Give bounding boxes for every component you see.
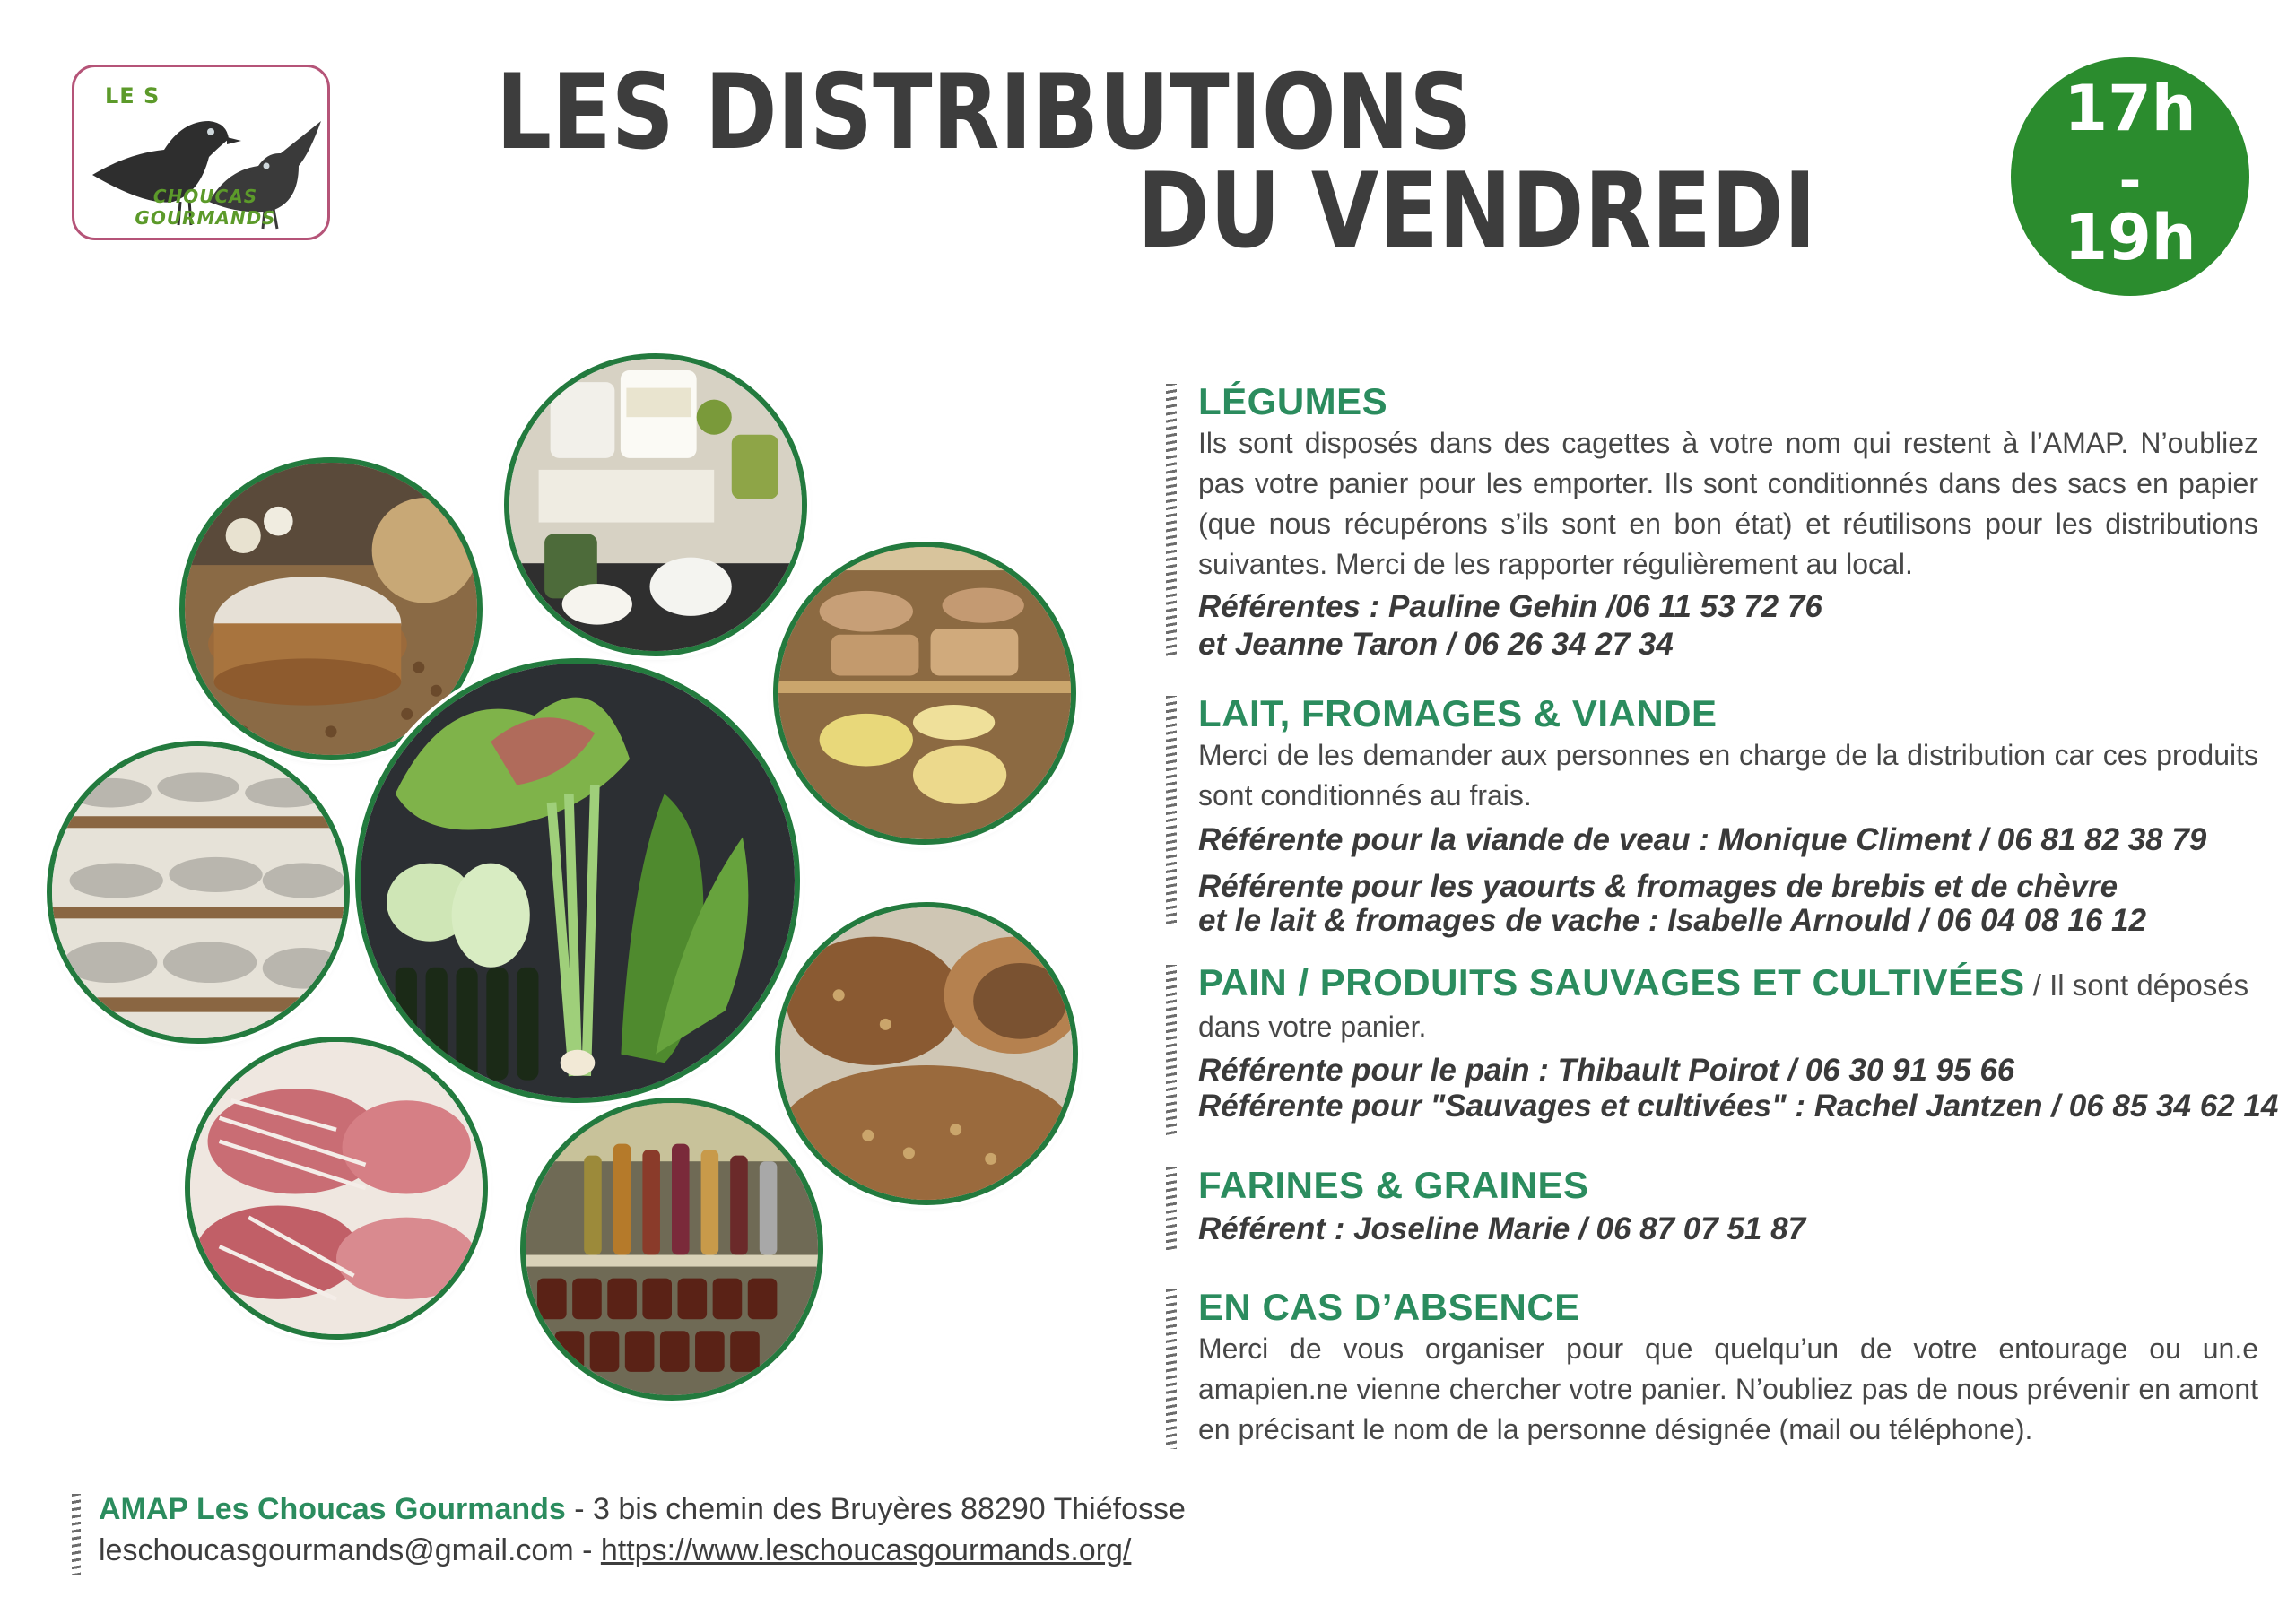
time-end: 19h [2064,201,2196,274]
section-bar [1166,1167,1177,1250]
vegetables-photo [355,658,800,1103]
section-lait-fromages-viande [1166,692,2258,938]
section-title [1198,961,2258,1007]
jars-bottles-photo [520,1098,823,1401]
section-legumes [1166,380,2258,662]
section-body: Merci de vous organiser pour que quelqu’un de votre entourage ou un.e amapien.ne vienne chercher votre panier. N’oubliez pas de nous prévenir en amont en précisant le nom de la personne désignée (mail ou téléphone). [1198,1332,2258,1445]
footer [72,1492,1417,1576]
section-bar [1166,696,1177,925]
section-referent: Référente pour la viande de veau : Monique Climent / 06 81 82 38 79 [1198,822,2207,857]
section-bar [1166,384,1177,658]
section-title: LÉGUMES [1198,380,1388,422]
footer-email[interactable]: leschoucasgourmands@gmail.com [99,1533,574,1567]
logo [72,65,330,240]
section-referent: Référente pour les yaourts & fromages de brebis et de chèvre [1198,869,2118,904]
yogurt-cheese-photo [504,353,807,656]
footer-contact-line [99,1533,1131,1568]
footer-org-name: AMAP Les Choucas Gourmands [99,1492,566,1526]
logo-text-top: LE S [105,83,161,108]
section-farines-graines [1166,1164,2258,1254]
cheese-rack-photo [47,741,350,1044]
section-title-text: PAIN / PRODUITS SAUVAGES ET CULTIVÉES [1198,961,2025,1003]
footer-address-line [99,1492,1186,1527]
footer-bar [72,1494,81,1575]
section-referent: Référente pour "Sauvages et cultivées" : Rachel Jantzen / 06 85 34 62 14 [1198,1089,2279,1124]
section-bar [1166,965,1177,1137]
logo-text-bottom: CHOUCAS GOURMANDS [135,186,276,229]
section-referent: Référente pour le pain : Thibault Poirot / 06 30 91 95 66 [1198,1053,2015,1088]
page-title-line1: LES DISTRIBUTIONS [496,52,1473,173]
section-body: Merci de les demander aux personnes en charge de la distribution car ces produits sont conditionnés au frais. [1198,739,2258,812]
page-title-line2: DU VENDREDI [1137,151,1817,272]
section-title: FARINES & GRAINES [1198,1164,1589,1206]
bread-photo [775,902,1078,1205]
section-title: EN CAS D’ABSENCE [1198,1286,1580,1328]
time-start: 17h [2064,72,2196,145]
meat-photo [185,1037,488,1340]
time-badge [2011,57,2249,296]
aged-cheese-photo [773,542,1076,845]
section-referent: Référentes : Pauline Gehin /06 11 53 72 76 [1198,589,1822,624]
section-title: LAIT, FROMAGES & VIANDE [1198,692,1718,734]
footer-address: - 3 bis chemin des Bruyères 88290 Thiéfosse [565,1492,1186,1526]
section-title-tail: / Il sont déposés [2024,968,2249,1002]
time-separator: - [2118,150,2142,213]
section-referent: Référent : Joseline Marie / 06 87 07 51 87 [1198,1211,1806,1246]
section-body: dans votre panier. [1198,1011,1427,1043]
section-absence [1166,1286,2258,1453]
section-bar [1166,1289,1177,1449]
section-pain [1166,961,2279,1141]
section-referent: et le lait & fromages de vache : Isabelle Arnould / 06 04 08 16 12 [1198,903,2146,938]
footer-website-link[interactable]: https://www.leschoucasgourmands.org/ [600,1533,1132,1567]
footer-separator: - [573,1533,601,1567]
section-referent: et Jeanne Taron / 06 26 34 27 34 [1198,627,1674,662]
section-body: Ils sont disposés dans des cagettes à votre nom qui restent à l’AMAP. N’oubliez pas votre panier pour les emporter. Ils sont conditionnés dans des sacs en papier (que nous récupérons s’ils sont en bon état) et réutilisons pour les distributions suivantes. Merci de les rapporter régulièrement au local. [1198,427,2258,580]
